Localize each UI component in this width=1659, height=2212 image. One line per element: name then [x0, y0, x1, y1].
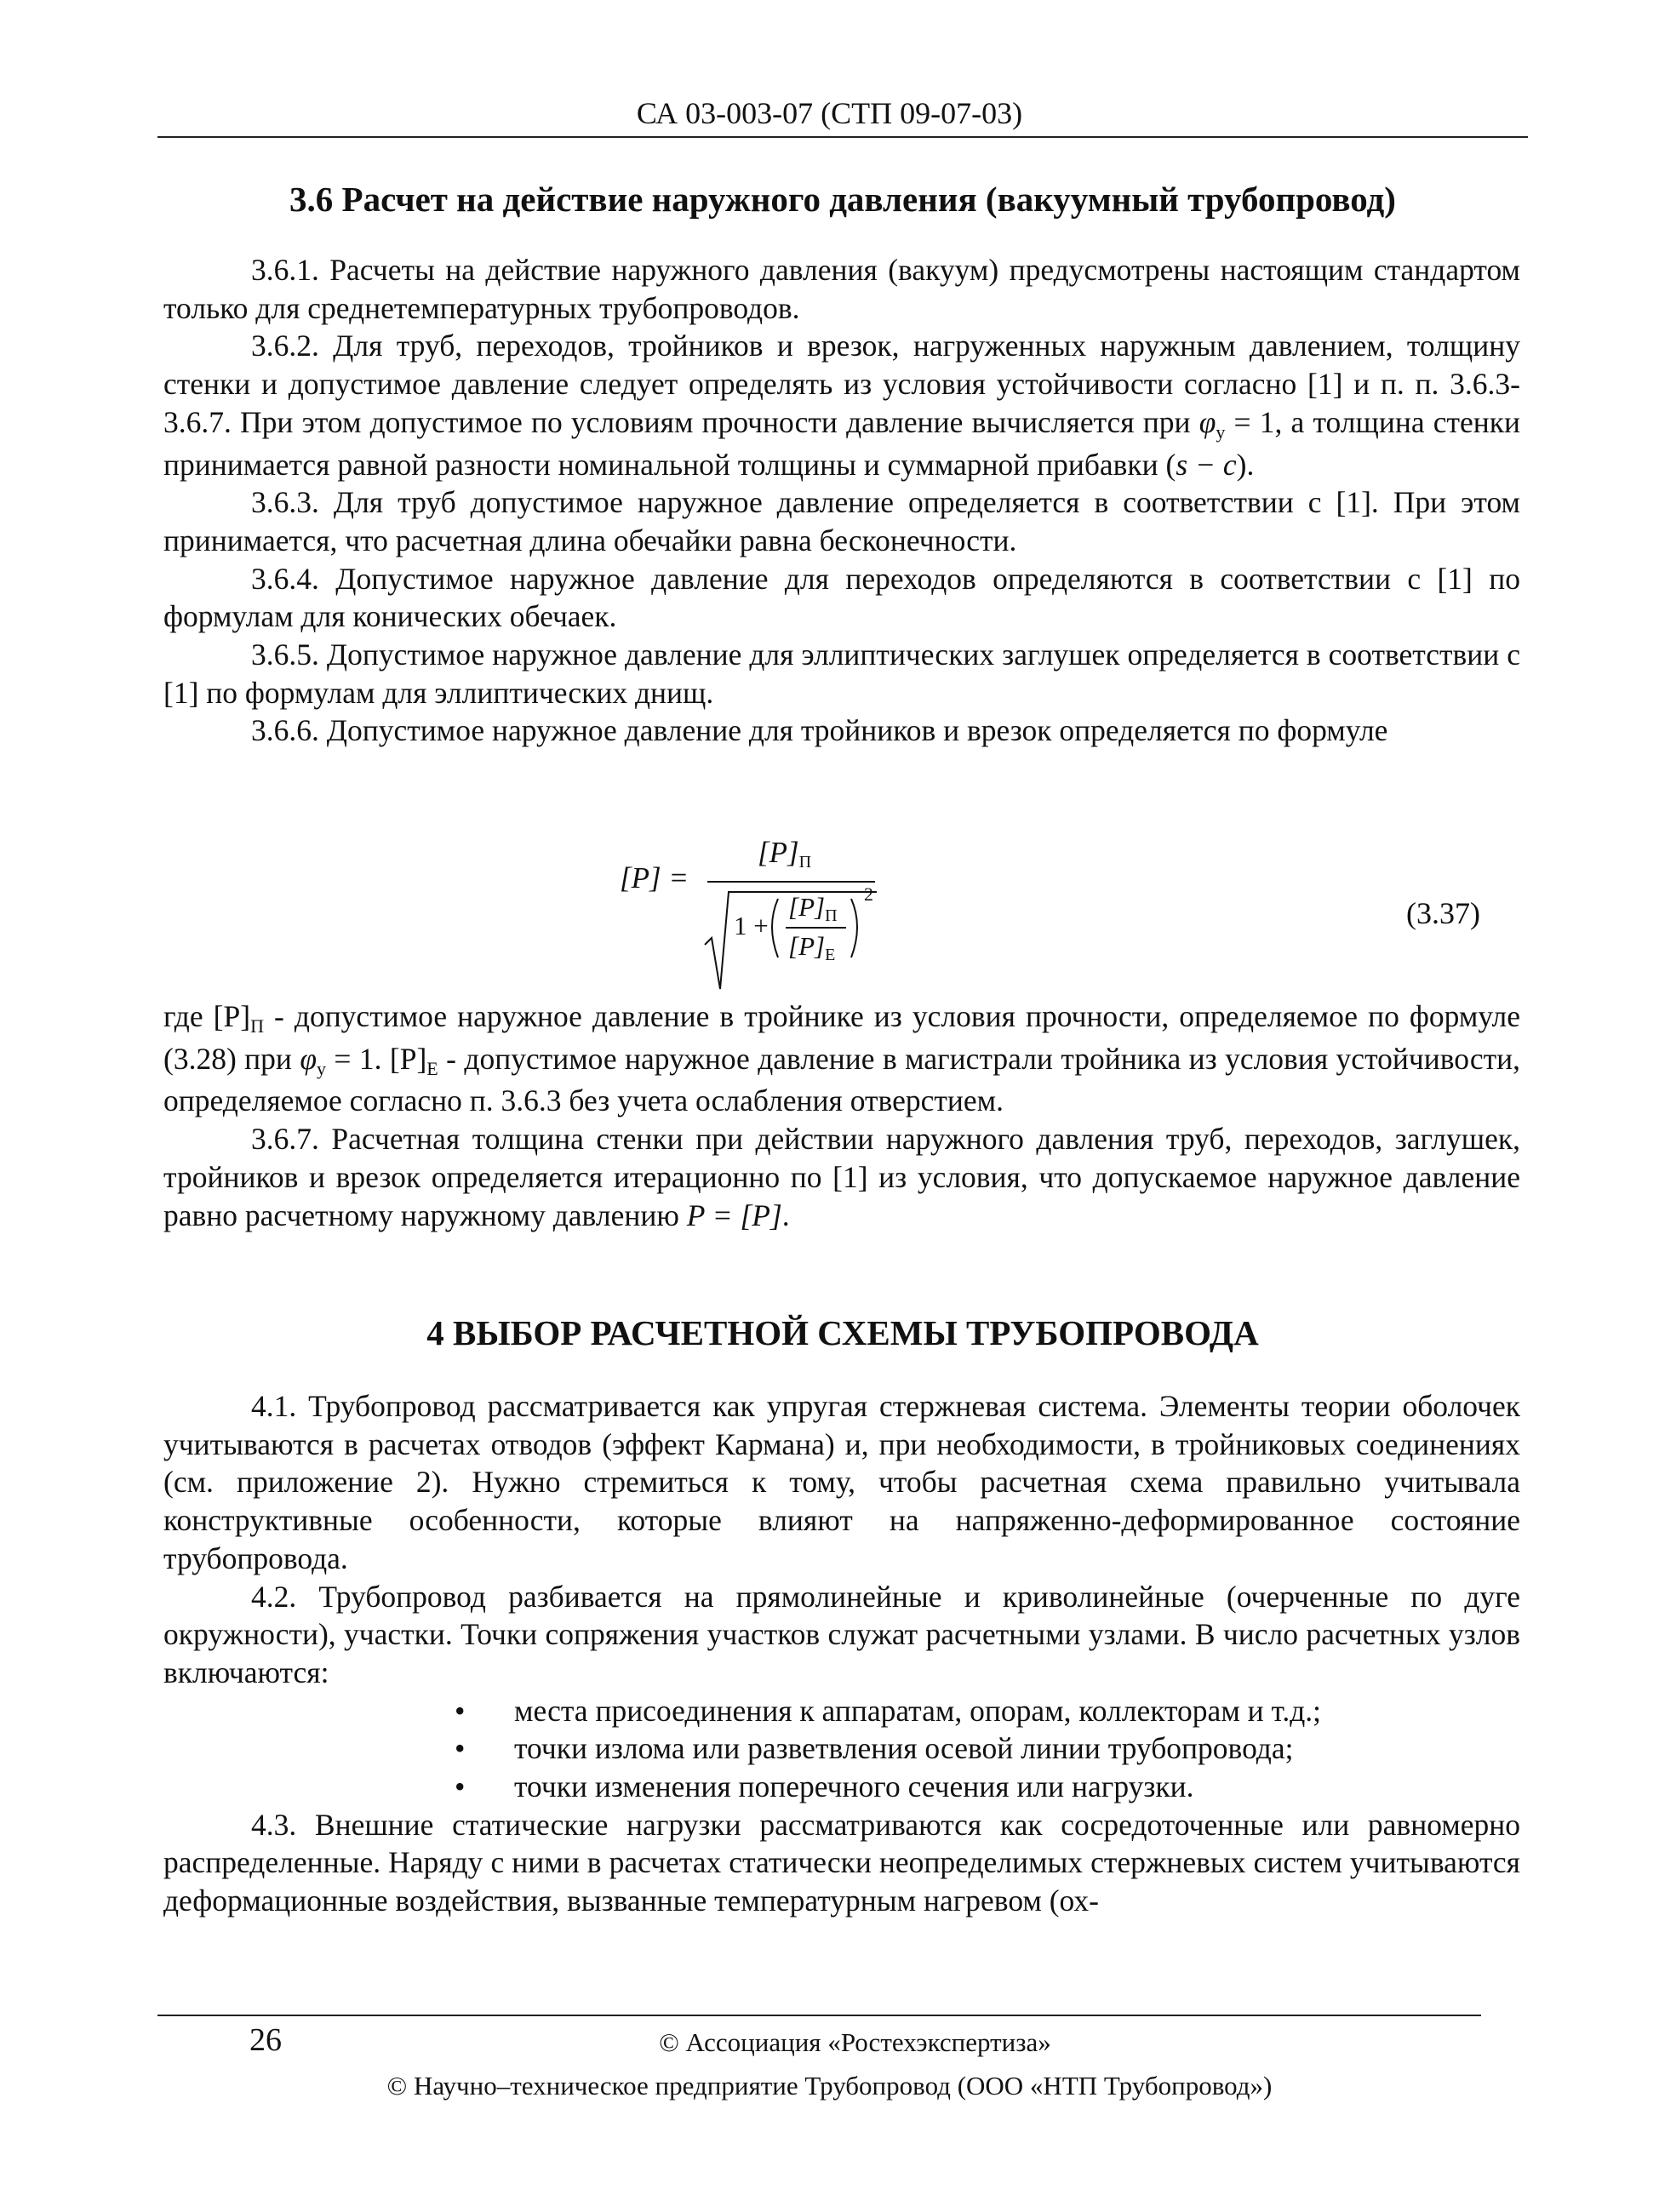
p362-text-b: = 1, а толщина стенки принимается равной разности номинальной толщины и суммарной прибавки ( — [163, 404, 1521, 482]
paragraph-3-6-2 — [163, 327, 1520, 483]
section-3-6-title: 3.6 Расчет на действие наружного давления (вакуумный трубопровод) — [289, 180, 1396, 219]
list-item: • места присоединения к аппаратам, опорам, коллекторам и т.д.; — [455, 1693, 1322, 1728]
list-item: • точки изменения поперечного сечения или нагрузки. — [455, 1769, 1194, 1804]
formula-inner-denominator: [P]E — [788, 931, 836, 964]
paragraph-3-6-3: 3.6.3. Для труб допустимое наружное давление определяется в соответствии с [1]. При этом принимается, что расчетная длина обечайки равна бесконечности. — [163, 485, 1520, 557]
formula-explanation — [163, 997, 1520, 1234]
page-number: 26 — [249, 2022, 282, 2058]
paragraph-3-6-7: 3.6.7. Расчетная толщина стенки при действии наружного давления труб, переходов, заглушек, тройников и врезок определяется итерационно по [1] из условия, что допускаемое наружное давление равно расчетному наружному давлению P = [P]. — [163, 1122, 1520, 1232]
section-3-6-text — [163, 251, 1520, 750]
paragraph-3-6-1: 3.6.1. Расчеты на действие наружного давления (вакуум) предусмотрены настоящим стандартом только для среднетемпературных трубопроводов. — [163, 253, 1520, 325]
list-item: • точки излома или разветвления осевой линии трубопровода; — [455, 1731, 1294, 1766]
p362-text-a: 3.6.2. Для труб, переходов, тройников и врезок, нагруженных наружным давлением, толщину стенки и допустимое давление следует определять из условия устойчивости согласно [1] и п. п. 3.6.3-3.6.7. При этом допустимое по условиям прочности давление вычисляется при — [163, 329, 1520, 439]
paragraph-3-6-4: 3.6.4. Допустимое наружное давление для переходов определяются в соответствии с [1] по формулам для конических обечаек. — [163, 561, 1520, 634]
paragraph-3-6-5: 3.6.5. Допустимое наружное давление для эллиптических заглушек определяется в соответствии с [1] по формулам для эллиптических днищ. — [163, 637, 1520, 710]
formula-exponent: 2 — [864, 883, 873, 905]
copyright-association: © Ассоциация «Ростехэкспертиза» — [659, 2027, 1051, 2057]
section-4-text — [163, 1387, 1520, 1920]
where-paragraph: где [P]П - допустимое наружное давление в тройнике из условия прочности, определяемое по формуле (3.28) при φу = 1. [P]Е - допустимое наружное давление в магистрали тройника из условия устойчивости, определяемое согласно п. 3.6.3 без учета ослабления отверстием. — [163, 999, 1521, 1118]
paragraph-4-1: 4.1. Трубопровод рассматривается как упругая стержневая система. Элементы теории оболочек учитываются в расчетах отводов (эффект Кармана) и, при необходимости, в тройниковых соединениях (см. приложение 2). Нужно стремиться к тому, чтобы расчетная схема правильно учитывала конструктивные особенности, которые влияют на напряженно-деформированное состояние трубопровода. — [163, 1389, 1520, 1575]
s-minus-c: s − c — [1176, 447, 1237, 482]
paragraph-3-6-6: 3.6.6. Допустимое наружное давление для тройников и врезок определяется по формуле — [251, 713, 1388, 748]
formula-numerator: [P]П — [758, 836, 812, 872]
paragraph-4-3: 4.3. Внешние статические нагрузки рассматриваются как сосредоточенные или равномерно распределенные. Наряду с ними в расчетах статически неопределимых стержневых систем учитываются деформационные воздействия, вызванные температурным нагревом (ох- — [163, 1807, 1520, 1918]
running-header: СА 03-003-07 (СТП 09-07-03) — [636, 96, 1023, 130]
formula-one-plus: 1 + — [734, 911, 769, 940]
node-list — [163, 1692, 1520, 1806]
phi-symbol: φ — [1198, 404, 1216, 439]
formula-3-37 — [620, 836, 892, 996]
footer-rule — [157, 2015, 1481, 2016]
paragraph-4-2: 4.2. Трубопровод разбивается на прямолинейные и криволинейные (очерченные по дуге окружности), участки. Точки сопряжения участков служат расчетными узлами. В число расчетных узлов включаются: — [163, 1579, 1520, 1689]
copyright-company: © Научно–техническое предприятие Трубопровод (ООО «НТП Трубопровод») — [386, 2071, 1273, 2101]
section-4-title: 4 ВЫБОР РАСЧЕТНОЙ СХЕМЫ ТРУБОПРОВОДА — [426, 1313, 1259, 1352]
formula-inner-numerator: [P]П — [788, 892, 838, 925]
header-rule — [157, 136, 1528, 138]
formula-lhs: [P] = — [620, 861, 689, 895]
equation-number: (3.37) — [1406, 896, 1480, 930]
p362-text-c: ). — [1236, 447, 1255, 482]
phi-subscript: у — [1216, 420, 1226, 443]
